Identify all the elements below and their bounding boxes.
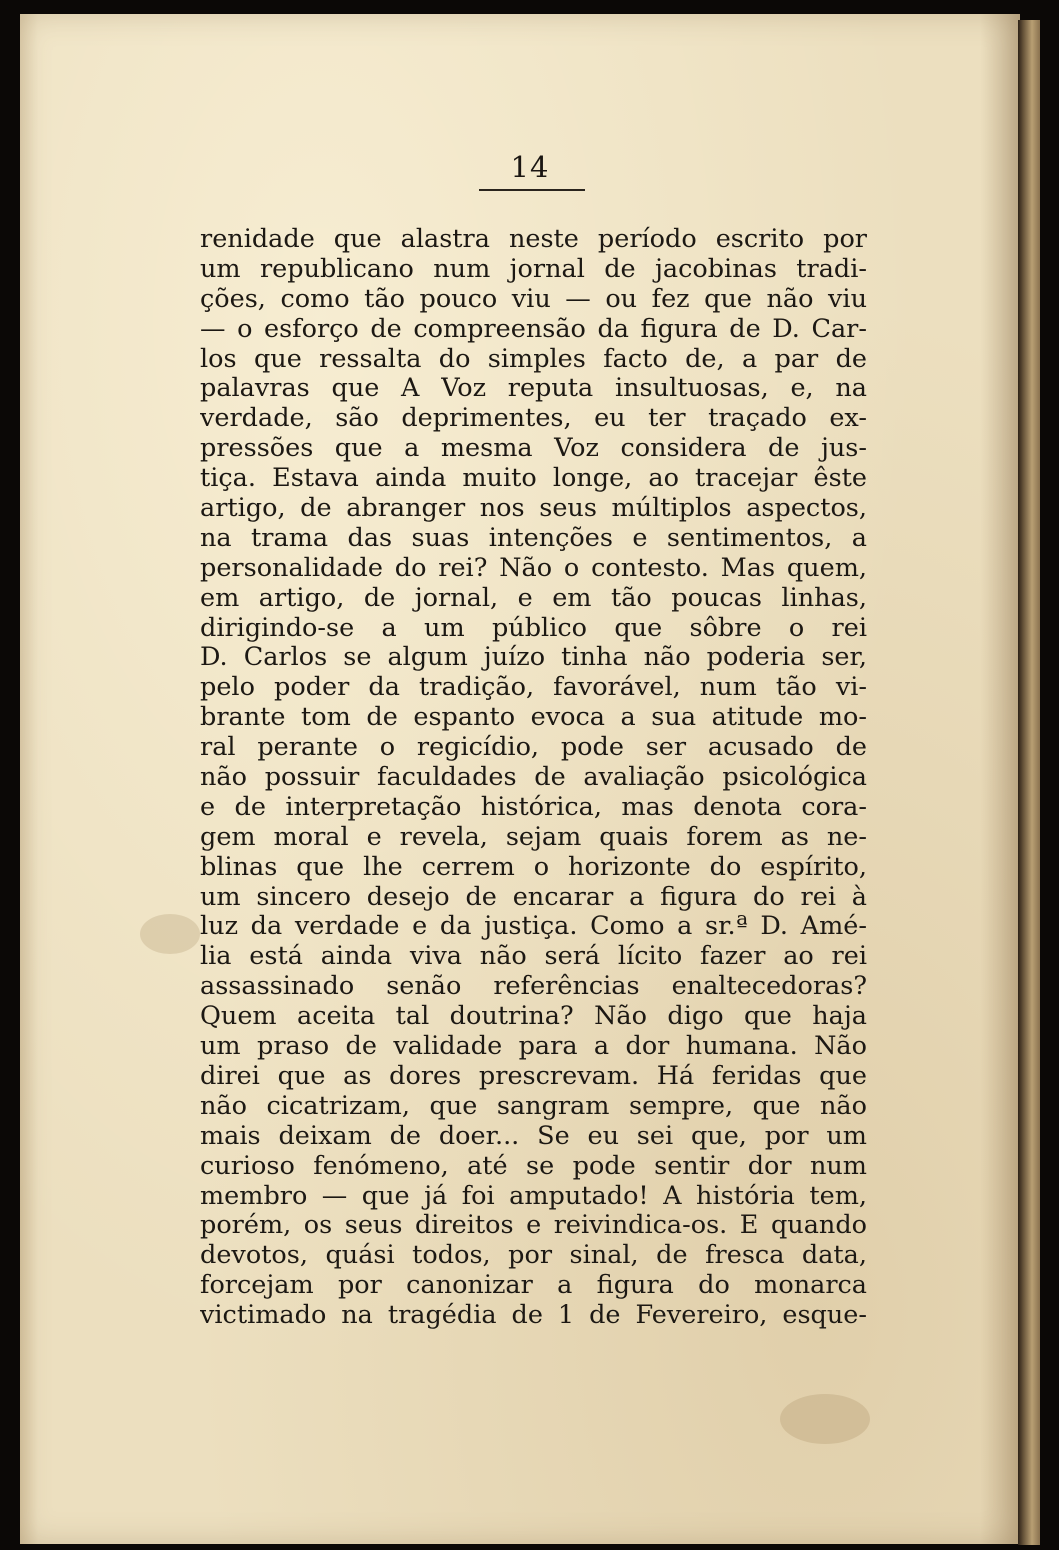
text-line: personalidade do rei? Não o contesto. Mas quem,	[200, 553, 867, 583]
text-line: um praso de validade para a dor humana. Não	[200, 1032, 867, 1062]
text-line: porém, os seus direitos e reivindica-os. E quando	[200, 1211, 867, 1241]
text-line: palavras que A Voz reputa insultuosas, e, na	[200, 374, 867, 404]
text-line: pelo poder da tradição, favorável, num tão vi-	[200, 673, 867, 703]
text-line: devotos, quási todos, por sinal, de fresca data,	[200, 1241, 867, 1271]
scan-border	[1040, 0, 1059, 1550]
body-text	[200, 225, 867, 1331]
text-line: um sincero desejo de encarar a figura do rei à	[200, 882, 867, 912]
text-line: brante tom de espanto evoca a sua atitude mo-	[200, 703, 867, 733]
text-line: não cicatrizam, que sangram sempre, que não	[200, 1091, 867, 1121]
text-line: dirigindo-se a um público que sôbre o rei	[200, 613, 867, 643]
text-line: membro — que já foi amputado! A história tem,	[200, 1181, 867, 1211]
paper-stain	[780, 1394, 870, 1444]
text-line: forcejam por canonizar a figura do monarca	[200, 1271, 867, 1301]
text-line: gem moral e revela, sejam quais forem as ne-	[200, 822, 867, 852]
text-line: — o esforço de compreensão da figura de D. Car-	[200, 314, 867, 344]
text-line: los que ressalta do simples facto de, a par de	[200, 344, 867, 374]
page-number-rule	[479, 189, 585, 191]
text-line: D. Carlos se algum juízo tinha não poderia ser,	[200, 643, 867, 673]
text-line: lia está ainda viva não será lícito fazer ao rei	[200, 942, 867, 972]
text-line: pressões que a mesma Voz considera de jus-	[200, 434, 867, 464]
paper-stain	[140, 914, 200, 954]
text-line: ções, como tão pouco viu — ou fez que não viu	[200, 284, 867, 314]
text-line: tiça. Estava ainda muito longe, ao tracejar êste	[200, 464, 867, 494]
text-line: ral perante o regicídio, pode ser acusado de	[200, 733, 867, 763]
text-line: um republicano num jornal de jacobinas tradi-	[200, 254, 867, 284]
text-line: verdade, são deprimentes, eu ter traçado ex-	[200, 404, 867, 434]
text-line: e de interpretação histórica, mas denota cora-	[200, 792, 867, 822]
text-line: curioso fenómeno, até se pode sentir dor num	[200, 1151, 867, 1181]
text-line: na trama das suas intenções e sentimentos, a	[200, 523, 867, 553]
text-line: assassinado senão referências enaltecedoras?	[200, 972, 867, 1002]
text-line: luz da verdade e da justiça. Como a sr.ª D. Amé-	[200, 912, 867, 942]
text-line: Quem aceita tal doutrina? Não digo que haja	[200, 1002, 867, 1032]
text-line: mais deixam de doer... Se eu sei que, por um	[200, 1121, 867, 1151]
page-number: 14	[510, 150, 550, 184]
text-line: renidade que alastra neste período escrito por	[200, 225, 867, 254]
text-line: em artigo, de jornal, e em tão poucas linhas,	[200, 583, 867, 613]
text-line: victimado na tragédia de 1 de Fevereiro, esque-	[200, 1301, 867, 1331]
text-line: não possuir faculdades de avaliação psicológica	[200, 763, 867, 793]
text-line: artigo, de abranger nos seus múltiplos aspectos,	[200, 494, 867, 524]
text-line: blinas que lhe cerrem o horizonte do espírito,	[200, 852, 867, 882]
text-line: direi que as dores prescrevam. Há feridas que	[200, 1061, 867, 1091]
